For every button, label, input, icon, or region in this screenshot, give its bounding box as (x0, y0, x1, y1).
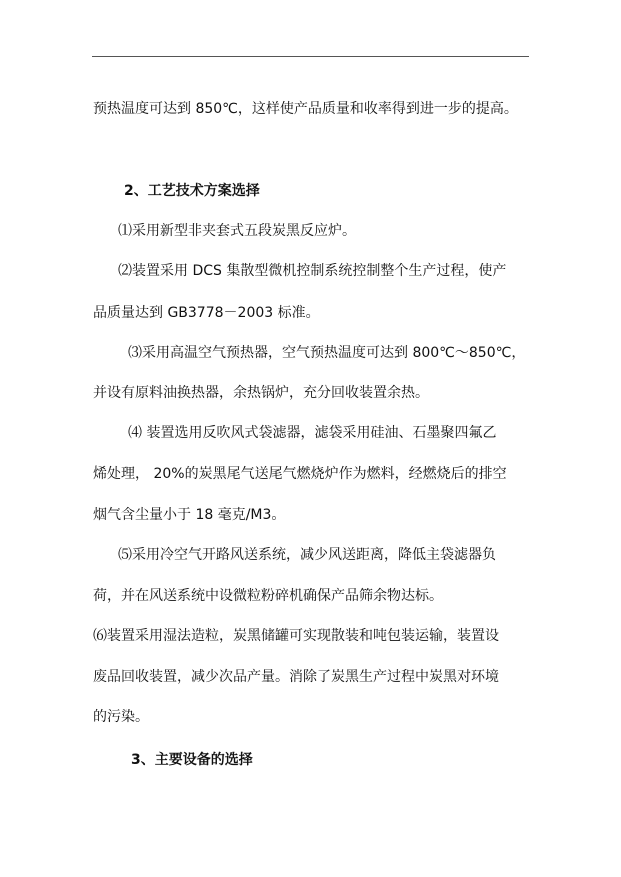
text-line-item-6a: ⑹装置采用湿法造粒，炭黑储罐可实现散装和吨包装运输，装置设 (93, 628, 499, 644)
text-line-item-5b: 荷，并在风送系统中设微粒粉碎机确保产品筛余物达标。 (93, 588, 443, 604)
text-line-item-3b: 并设有原料油换热器，余热锅炉，充分回收装置余热。 (93, 385, 429, 401)
text-line-item-4b: 烯处理， 20%的炭黑尾气送尾气燃烧炉作为燃料，经燃烧后的排空 (93, 466, 507, 482)
section-heading-2: 2、工艺技术方案选择 (124, 183, 260, 199)
text-line-item-5a: ⑸采用冷空气开路风送系统，减少风送距离，降低主袋滤器负 (118, 547, 496, 563)
text-line-item-2b: 品质量达到 GB3778－2003 标准。 (93, 305, 320, 321)
text-line-continuation: 预热温度可达到 850℃，这样使产品质量和收率得到进一步的提高。 (93, 101, 518, 117)
text-line-item-6b: 废品回收装置，减少次品产量。消除了炭黑生产过程中炭黑对环境 (93, 669, 499, 685)
text-line-item-2a: ⑵装置采用 DCS 集散型微机控制系统控制整个生产过程，使产 (118, 263, 507, 279)
text-line-item-1: ⑴采用新型非夹套式五段炭黑反应炉。 (118, 223, 356, 239)
text-line-item-6c: 的污染。 (93, 709, 149, 725)
text-line-item-4c: 烟气含尘量小于 18 毫克/M3。 (93, 507, 286, 523)
section-heading-3: 3、主要设备的选择 (131, 752, 253, 768)
header-rule (92, 56, 529, 57)
text-line-item-3a: ⑶采用高温空气预热器，空气预热温度可达到 800℃～850℃， (128, 345, 526, 361)
text-line-item-4a: ⑷ 装置选用反吹风式袋滤器，滤袋采用硅油、石墨聚四氟乙 (128, 425, 497, 441)
